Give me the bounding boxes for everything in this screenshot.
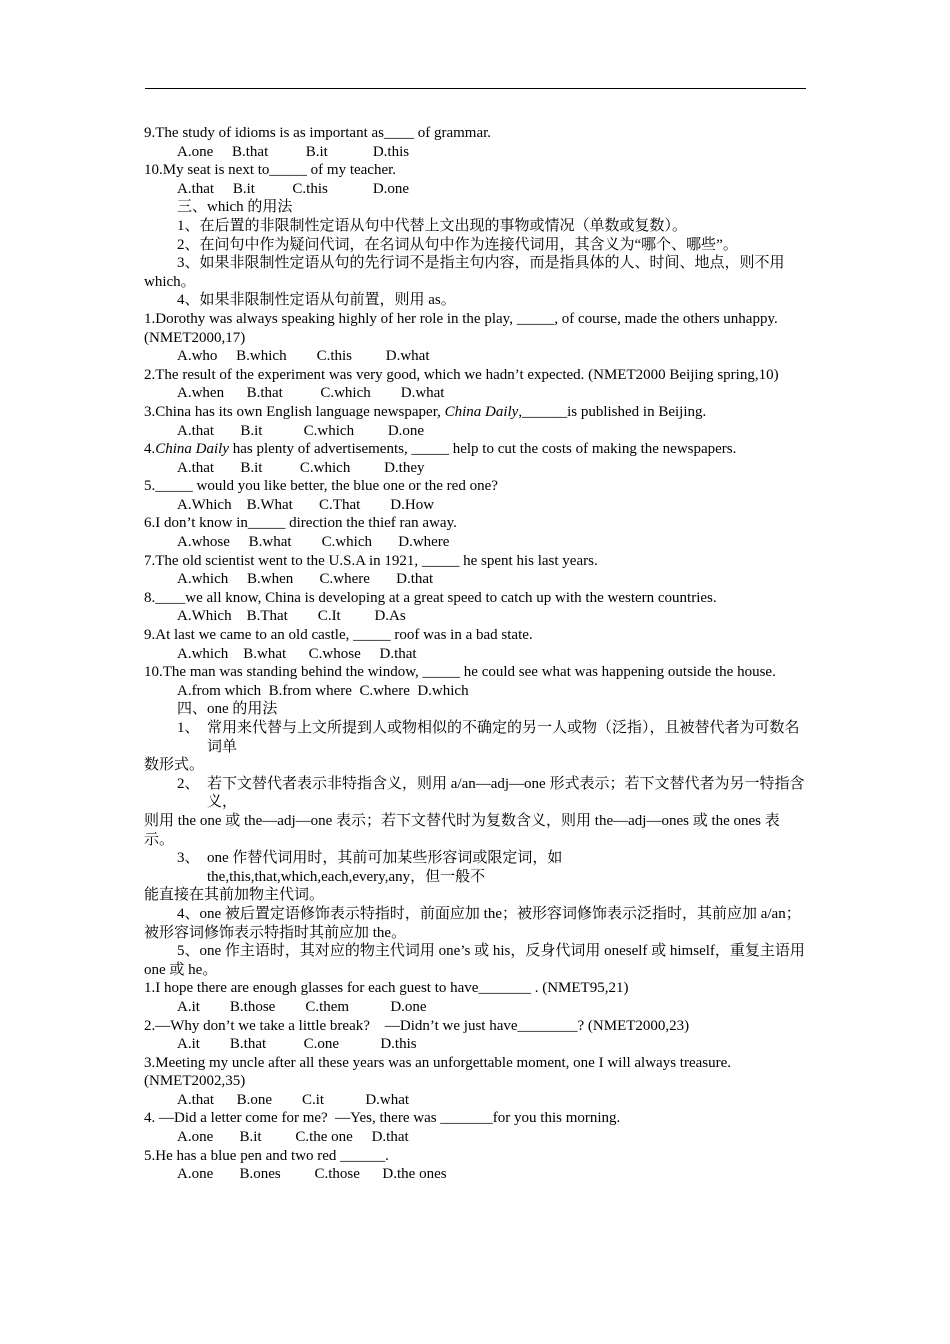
answer-options: A.that B.it C.this D.one [177,180,410,197]
rule-continuation: 能直接在其前加物主代词。 [144,887,325,904]
question-line: 2.—Why don’t we take a little break? —Didn’t we just have________? (NMET2000,23) [144,1017,690,1034]
answer-options: A.one B.it C.the one D.that [177,1129,409,1146]
rule-item [144,775,808,812]
question-line [144,440,808,459]
answer-options: A.which B.when C.where D.that [177,571,434,588]
question-line: 2.The result of the experiment was very good, which we hadn’t expected. (NMET2000 Beijing spring,10) [144,366,779,383]
rule-line: 1、在后置的非限制性定语从句中代替上文出现的事物或情况（单数或复数）。 [177,217,688,234]
rule-number: 1、 [177,720,200,736]
rule-item [144,849,808,886]
answer-options: A.whose B.what C.which D.where [177,534,450,551]
question-text: 4. [144,441,156,458]
header-rule [145,88,806,89]
answer-options: A.it B.those C.them D.one [177,998,427,1015]
answer-options: A.one B.that B.it D.this [177,143,410,160]
answer-options: A.when B.that C.which D.what [177,385,445,402]
question-text: ,______is published in Beijing. [518,403,707,420]
question-line: 5._____ would you like better, the blue one or the red one? [144,478,498,495]
question-text: 3.China has its own English language newspaper, [144,403,445,420]
answer-options: A.which B.what C.whose D.that [177,645,417,662]
answer-options: A.Which B.What C.That D.How [177,496,435,513]
question-line: 8.____we all know, China is developing at a great speed to catch up with the western countries. [144,589,717,606]
rule-text: 常用来代替与上文所提到人或物相似的不确定的另一人或物（泛指），且被替代者为可数名词单 [207,720,800,755]
rule-text: 若下文替代者表示非特指含义，则用 a/an—adj—one 形式表示；若下文替代者为另一特指含义， [207,775,805,811]
question-line [144,403,808,422]
document-body [144,124,808,1184]
question-line: 7.The old scientist went to the U.S.A in 1921, _____ he spent his last years. [144,552,598,569]
rule-text: one 作替代词用时，其前可加某些形容词或限定词，如 the,this,that,which,each,every,any，但一般不 [207,850,563,885]
answer-options: A.from which B.from where C.where D.which [177,682,469,699]
newspaper-title: China Daily [444,403,519,420]
question-line: 1.I hope there are enough glasses for each guest to have_______ . (NMET95,21) [144,980,629,997]
rule-line: 4、one 被后置定语修饰表示特指时，前面应加 the；被形容词修饰表示泛指时，其前应加 a/an；被形容词修饰表示特指时其前应加 the。 [144,905,801,941]
question-line: 9.At last we came to an old castle, _____ roof was in a bad state. [144,627,533,644]
rule-number: 3、 [177,850,200,867]
section-heading: 三、which 的用法 [177,199,293,216]
answer-options: A.that B.it C.which D.one [177,422,425,439]
rule-continuation: 数形式。 [144,757,205,774]
rule-line: 3、如果非限制性定语从句的先行词不是指主句内容，而是指具体的人、时间、地点，则不用 which。 [144,255,785,290]
question-line: 9.The study of idioms is as important as____ of grammar. [144,125,492,141]
section-heading: 四、one 的用法 [177,701,278,718]
answer-options: A.who B.which C.this D.what [177,348,430,365]
rule-line: 4、如果非限制性定语从句前置，则用 as。 [177,292,456,309]
question-line: 1.Dorothy was always speaking highly of her role in the play, _____, of course, made the others unhappy. (NMET2000,17) [144,310,778,346]
question-line: 10.My seat is next to_____ of my teacher. [144,162,397,179]
question-line: 10.The man was standing behind the window, _____ he could see what was happening outside the house. [144,664,776,681]
question-text: has plenty of advertisements, _____ help to cut the costs of making the newspapers. [229,441,737,458]
question-line: 4. —Did a letter come for me? —Yes, there was _______for you this morning. [144,1110,621,1127]
answer-options: A.Which B.That C.It D.As [177,608,406,625]
question-line: 5.He has a blue pen and two red ______. [144,1147,389,1164]
question-line: 3.Meeting my uncle after all these years was an unforgettable moment, one I will always treasure. (NMET2002,35) [144,1054,732,1090]
rule-line: 5、one 作主语时，其对应的物主代词用 one’s 或 his，反身代词用 oneself 或 himself，重复主语用 one 或 he。 [144,943,805,978]
answer-options: A.that B.one C.it D.what [177,1091,410,1108]
answer-options: A.one B.ones C.those D.the ones [177,1166,447,1183]
answer-options: A.that B.it C.which D.they [177,459,425,476]
rule-continuation: 则用 the one 或 the—adj—one 表示；若下文替代时为复数含义，则用 the—adj—ones 或 the ones 表示。 [144,812,780,848]
question-line: 6.I don’t know in_____ direction the thief ran away. [144,515,457,532]
rule-number: 2、 [177,775,200,792]
newspaper-title: China Daily [155,441,229,458]
answer-options: A.it B.that C.one D.this [177,1036,417,1053]
rule-item [144,719,808,756]
rule-line: 2、在问句中作为疑问代词，在名词从句中作为连接代词用，其含义为“哪个、哪些”。 [177,236,738,253]
